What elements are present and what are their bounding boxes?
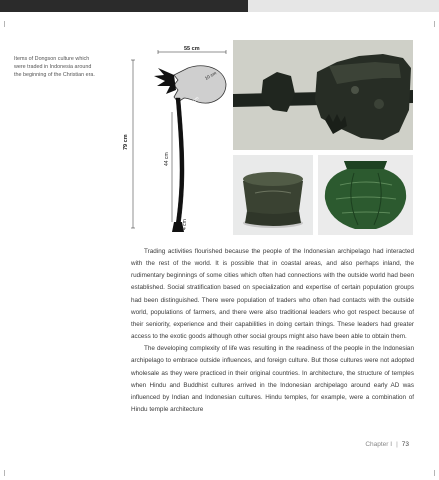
axe-blade <box>174 66 226 103</box>
base-dimension-label: 4 cm <box>182 219 188 230</box>
caption-line: Items of Dongson culture which <box>14 56 90 62</box>
chapter-label: Chapter I <box>365 441 393 448</box>
axe-photo <box>233 40 413 150</box>
header-tab-dark <box>0 0 248 12</box>
crop-mark <box>4 470 5 476</box>
footer-separator: | <box>396 441 398 448</box>
body-text <box>131 246 414 416</box>
caption-line: the beginning of the Christian era. <box>14 72 95 78</box>
body-paragraph: Trading activities flourished because the people of the Indonesian archipelago had interacted with the rest of the world. It is possible that in coastal areas, and also perhaps inland, the rudimentary beginnings of some cities which often had connections with the outside world had been established. Social stratification based on specialization and expertise of certain population groups had been distinguished. There were population of traders who often had contacts with the outside world, populations of farmers, and there were also traditional leaders who got respect because of their seniority, experience and their capabilities in doing certain things. These leaders had greater access to the exotic goods although other social groups might also have been able to obtain them. <box>131 248 414 341</box>
width-dimension-label: 55 cm <box>184 46 200 52</box>
bronze-drum-photo <box>233 155 313 235</box>
axe-back-spikes <box>154 68 176 94</box>
crop-mark <box>4 21 5 27</box>
page-footer <box>365 441 409 448</box>
header-tab-strip <box>0 0 439 12</box>
height-dimension-label: 79 cm <box>123 134 129 150</box>
figure-caption <box>14 55 126 79</box>
page-number: 73 <box>401 441 409 448</box>
header-tab-light <box>248 0 439 12</box>
blade-length-label: 11 cm <box>187 95 200 107</box>
caption-line: were traded in Indonesia around <box>14 64 92 70</box>
ceremonial-axe-diagram <box>118 42 228 237</box>
axe-shaft <box>176 98 184 226</box>
body-paragraph: The developing complexity of life was resulting in the readiness of the people in the Indonesian archipelago to embrace outside influences, and foreign culture. But those cultures were not adopted wholesale as they were practiced in their original countries. In architecture, the structure of temples when Hindu and Buddhist cultures arrived in the Indonesian archipelago around early AD was influenced by Indian and Indonesian cultures. Hindu temples, for example, were a combination of Hindu temple architecture <box>131 345 414 414</box>
crop-mark <box>434 21 435 27</box>
crop-mark <box>434 470 435 476</box>
bronze-vessel-photo <box>318 155 413 235</box>
blade-width-label: 10 cm <box>204 70 218 81</box>
shaft-dimension-label: 44 cm <box>164 152 170 166</box>
